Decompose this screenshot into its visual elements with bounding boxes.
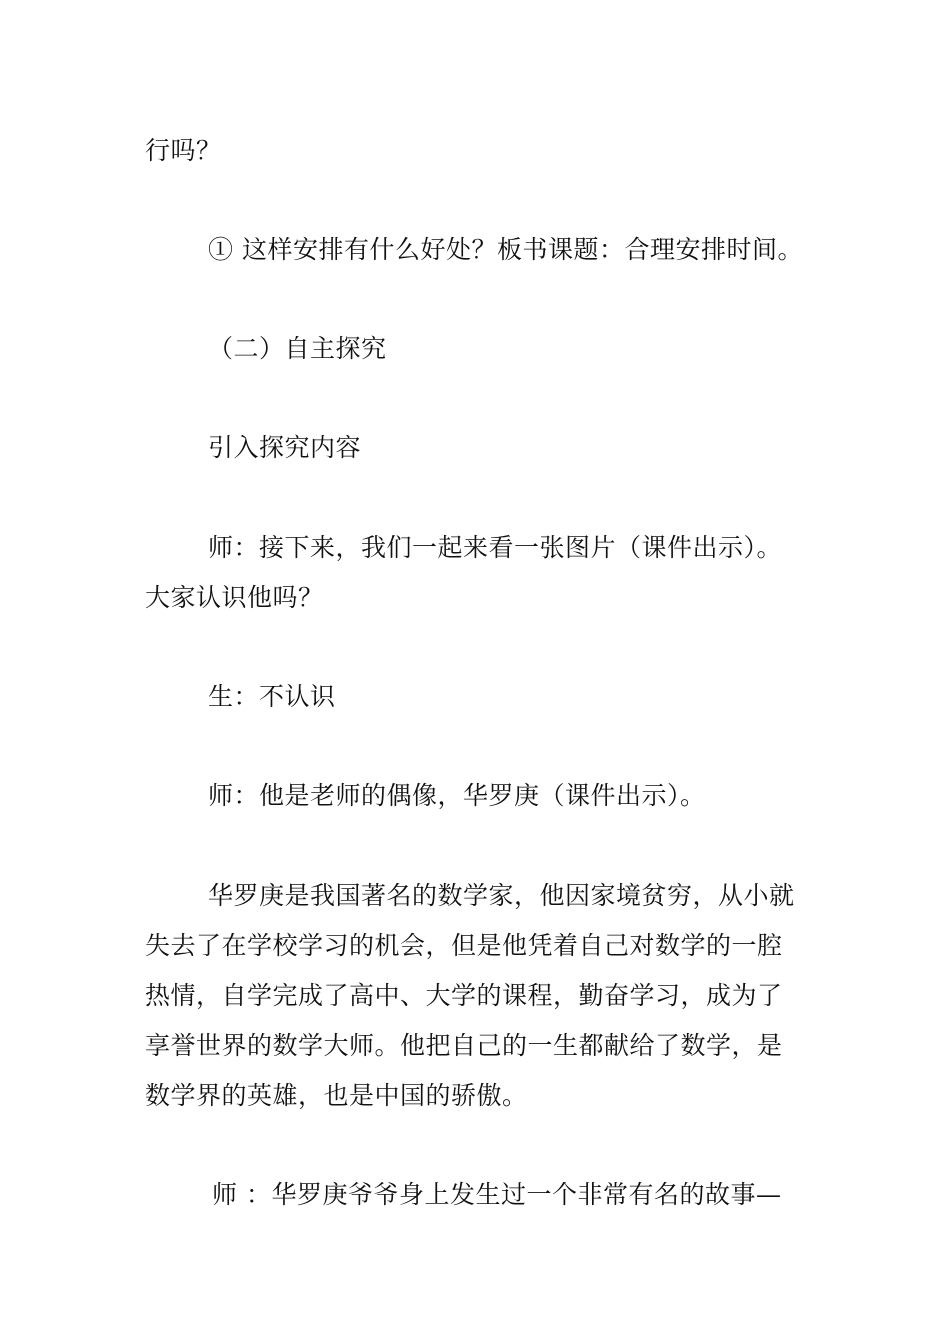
text-line: 生：不认识	[208, 682, 336, 711]
text-line: 大家认识他吗？	[145, 583, 324, 612]
section-heading: （二）自主探究	[208, 334, 387, 363]
text-line: ① 这样安排有什么好处？板书课题：合理安排时间。	[208, 235, 803, 264]
text-line: 师：他是老师的偶像，华罗庚（课件出示）。	[208, 781, 706, 810]
text-line: 热情，自学完成了高中、大学的课程，勤奋学习，成为了	[145, 981, 783, 1010]
text-line: 失去了在学校学习的机会，但是他凭着自己对数学的一腔	[145, 931, 783, 960]
text-line: 享誉世界的数学大师。他把自己的一生都献给了数学，是	[145, 1031, 783, 1060]
text-line: 师：接下来，我们一起来看一张图片（课件出示）。	[208, 533, 783, 562]
text-line: 华罗庚是我国著名的数学家，他因家境贫穷，从小就	[208, 881, 795, 910]
text-line: 引入探究内容	[208, 433, 362, 462]
text-line: 行吗？	[145, 136, 222, 165]
text-line: 数学界的英雄，也是中国的骄傲。	[145, 1081, 528, 1110]
text-line: 师 ：华罗庚爷爷身上发生过一个非常有名的故事—	[212, 1180, 782, 1209]
